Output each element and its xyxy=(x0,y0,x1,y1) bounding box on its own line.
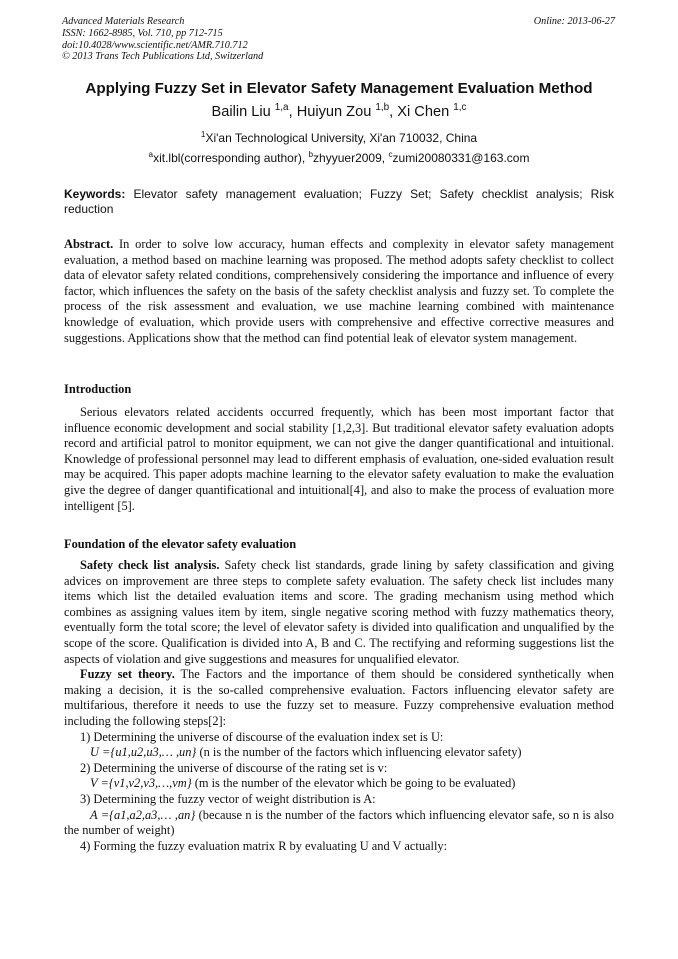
journal-meta xyxy=(62,16,263,63)
author-sup: 1,c xyxy=(453,102,467,114)
email-sup: a xyxy=(148,150,154,159)
author-name: Bailin Liu xyxy=(211,104,271,120)
email-text: xit.lbl(corresponding author), xyxy=(153,151,309,165)
abstract xyxy=(64,237,614,346)
email-text: zhyyuer2009, xyxy=(313,151,389,165)
equation-v-note: (m is the number of the elevator which be going to be evaluated) xyxy=(191,776,516,791)
step-2: 2) Determining the universe of discourse of the rating set is v: xyxy=(80,760,388,775)
introduction-paragraph: Serious elevators related accidents occurred frequently, which has been most important factor that influence economic development and social stability [1,2,3]. But traditional elevator safety evaluation adopts record and artificial patrol to monitor equipment, we can not give the danger quantificational and intuitional. Knowledge of professional personnel may lead to different emphasis of evaluation, one-sided evaluation result may be acquired. This paper adopts machine learning to the elevator safety evaluation to make the evaluation give the degree of danger quantificational and intuitional[4], and also to make the process of evaluation more intelligent [5]. xyxy=(64,405,614,513)
equation-u-note: (n is the number of the factors which influencing elevator safety) xyxy=(196,745,522,760)
equation-v xyxy=(64,776,614,792)
journal-name: Advanced Materials Research xyxy=(62,16,185,27)
equation-u xyxy=(64,745,614,761)
copyright-line: © 2013 Trans Tech Publications Ltd, Switzerland xyxy=(62,51,264,63)
email-sup: c xyxy=(388,150,393,159)
affiliation-text: Xi'an Technological University, Xi'an 710032, China xyxy=(205,131,478,145)
author-name: Huiyun Zou xyxy=(296,104,372,120)
equation-u-expr: U ={u1,u2,u3,… ,un} xyxy=(90,745,197,760)
section-heading-introduction: Introduction xyxy=(64,382,132,396)
equation-v-expr: V ={v1,v2,v3,…,vm} xyxy=(90,776,192,791)
author-sup: 1,a xyxy=(274,102,289,114)
fuzzy-set-paragraph xyxy=(64,667,614,729)
introduction-body xyxy=(64,405,614,514)
author-name: Xi Chen xyxy=(397,104,450,120)
author-sup: 1,b xyxy=(375,102,390,114)
keywords-label: Keywords: xyxy=(64,187,126,201)
foundation-body xyxy=(64,558,614,854)
safety-check-label: Safety check list analysis. xyxy=(80,558,220,572)
paper-title: Applying Fuzzy Set in Elevator Safety Management Evaluation Method xyxy=(85,80,593,97)
issn-line: ISSN: 1662-8985, Vol. 710, pp 712-715 xyxy=(62,27,223,39)
abstract-label: Abstract. xyxy=(64,237,114,251)
safety-check-paragraph xyxy=(64,558,614,667)
email-text: zumi20080331@163.com xyxy=(392,151,530,165)
safety-check-text: Safety check list standards, grade lining by safety classification and giving advices on improvement are three steps to complete safety evaluation. The safety check list includes many items which list the detailed evaluation items and score. The grading mechanism using method which combines as assigning values item by item, single negative scoring method with fuzzy mathematics theory, eventually form the total score; the level of elevator safety is divided into qualification and unqualified by the scope of the score. Qualification is divided into A, B and C. The rectifying and reforming suggestions list the aspects of violation and give suggestions and measures for unqualified elevator. xyxy=(64,558,615,666)
step-3: 3) Determining the fuzzy vector of weight distribution is A: xyxy=(80,791,376,806)
email-list xyxy=(40,151,638,165)
step-4: 4) Forming the fuzzy evaluation matrix R by evaluating U and V actually: xyxy=(80,838,448,853)
affiliation-sup: 1 xyxy=(200,130,206,139)
equation-a xyxy=(64,808,614,839)
fuzzy-set-text: The Factors and the importance of them should be considered synthetically when making a decision, it is the so-called comprehensive evaluation. Factors influencing elevator safety are multifarious, therefore it needs to use the fuzzy set to measure. Fuzzy comprehensive evaluation method including the following steps[2]: xyxy=(64,667,614,728)
keywords xyxy=(64,187,614,217)
abstract-text: In order to solve low accuracy, human effects and complexity in elevator safety management evaluation, a method based on machine learning was proposed. The method adopts safety checklist to collect data of elevator safety related conditions, comprehensively considering the importance and influence of every factor, which influences the safety on the basis of the safety checklist analysis and fuzzy set. To complete the process of the risk assessment and evaluation, we use machine learning combined with maintenance knowledge of evaluation, which provide users with comprehensive and effective corrective measures and suggestions. Applications show that the method can find potential leak of elevator system management. xyxy=(64,237,614,345)
fuzzy-set-label: Fuzzy set theory. xyxy=(80,667,175,682)
section-heading-foundation: Foundation of the elevator safety evaluation xyxy=(64,537,297,551)
affiliation xyxy=(40,131,638,145)
equation-a-expr: A ={a1,a2,a3,… ,an} xyxy=(90,807,196,822)
equation-a-note: (because n is the number of the factors which influencing elevator safe, so n is also the number of weight) xyxy=(64,807,614,838)
online-date: Online: 2013-06-27 xyxy=(533,16,615,27)
email-sup: b xyxy=(308,150,314,159)
author-list: Bailin Liu $^{1,a}$, Huiyun Zou $^{1,b}$, Xi Chen $^{1,c}$ xyxy=(211,102,467,120)
keywords-text: Elevator safety management evaluation; Fuzzy Set; Safety checklist analysis; Risk reduction xyxy=(64,187,614,216)
doi-line: doi:10.4028/www.scientific.net/AMR.710.712 xyxy=(62,39,248,51)
step-1: 1) Determining the universe of discourse of the evaluation index set is U: xyxy=(80,729,444,744)
